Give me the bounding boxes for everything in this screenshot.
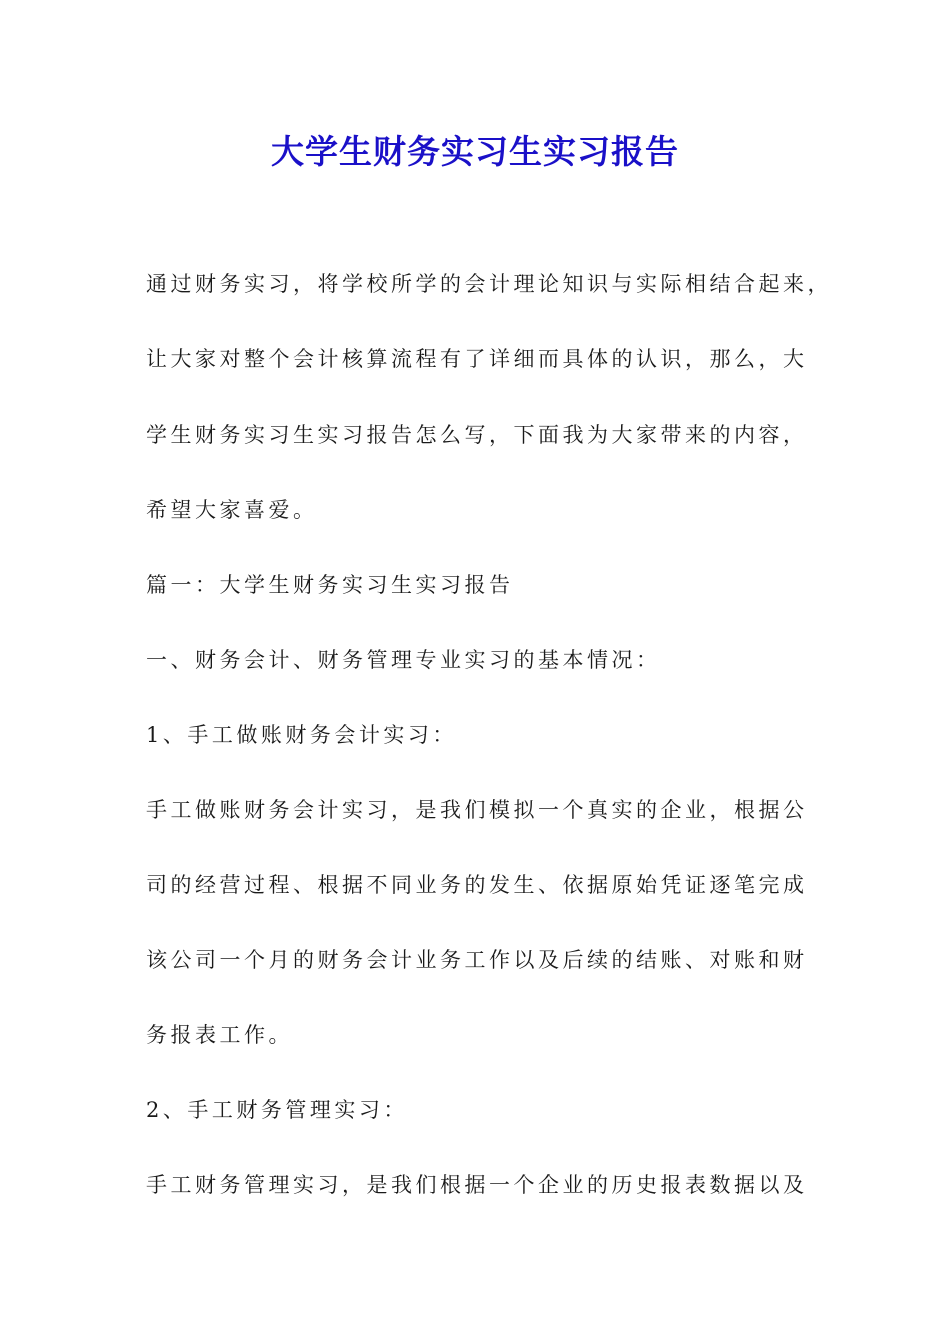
paragraph-line: 手工做账财务会计实习，是我们模拟一个真实的企业，根据公 [146, 798, 808, 822]
subsection-heading: 1、手工做账财务会计实习： [146, 723, 457, 747]
paragraph-line: 通过财务实习，将学校所学的会计理论知识与实际相结合起来， [146, 272, 832, 296]
paragraph-line: 该公司一个月的财务会计业务工作以及后续的结账、对账和财 [146, 948, 808, 972]
paragraph-line: 学生财务实习生实习报告怎么写，下面我为大家带来的内容， [146, 423, 808, 447]
paragraph-line: 让大家对整个会计核算流程有了详细而具体的认识，那么，大 [146, 347, 808, 371]
paragraph-line: 希望大家喜爱。 [146, 498, 318, 522]
section-heading: 一、财务会计、财务管理专业实习的基本情况： [146, 648, 661, 672]
section-heading: 篇一：大学生财务实习生实习报告 [146, 573, 514, 597]
paragraph-line: 手工财务管理实习，是我们根据一个企业的历史报表数据以及 [146, 1173, 808, 1197]
subsection-heading: 2、手工财务管理实习： [146, 1098, 408, 1122]
paragraph-line: 司的经营过程、根据不同业务的发生、依据原始凭证逐笔完成 [146, 873, 808, 897]
paragraph-line: 务报表工作。 [146, 1023, 293, 1047]
document-title: 大学生财务实习生实习报告 [271, 132, 679, 171]
